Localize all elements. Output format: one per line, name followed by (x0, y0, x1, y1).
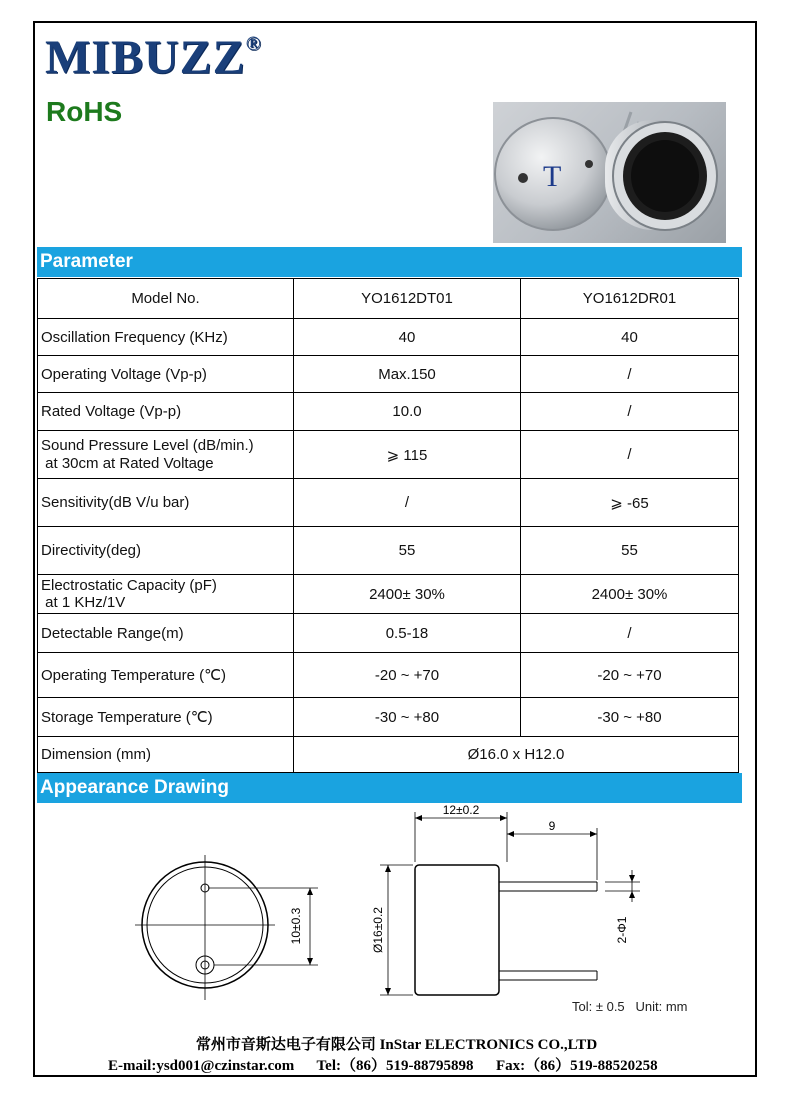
section-appearance: Appearance Drawing (37, 773, 742, 803)
table-row (38, 479, 739, 527)
row-value: 40 (294, 319, 521, 356)
row-label: Detectable Range(m) (38, 614, 294, 653)
section-parameter: Parameter (37, 247, 742, 277)
dim-lead: 9 (548, 819, 556, 833)
row-label-line2: at 30cm at Rated Voltage (41, 454, 214, 472)
row-value: / (521, 356, 739, 393)
row-value: 55 (294, 527, 521, 575)
row-value: ⩾ -65 (521, 479, 739, 527)
registered-mark: ® (245, 33, 262, 55)
table-row (38, 737, 739, 773)
table-row (38, 431, 739, 479)
product-photo (493, 102, 726, 243)
parameter-table (37, 278, 739, 773)
row-value: -30 ~ +80 (521, 698, 739, 737)
header-cell: Model No. (38, 279, 294, 319)
dimension-value: Ø16.0 x H12.0 (294, 737, 739, 773)
row-label-line2: at 1 KHz/1V (41, 594, 126, 611)
row-value: / (521, 431, 739, 479)
row-label: Storage Temperature (℃) (38, 698, 294, 737)
row-value: 2400± 30% (521, 575, 739, 614)
side-view (371, 803, 640, 995)
company-name: 常州市音斯达电子有限公司 InStar ELECTRONICS CO.,LTD (195, 1037, 598, 1053)
front-view (135, 855, 318, 1000)
dim-pin: 2-Φ1 (615, 916, 629, 944)
row-label: Operating Temperature (℃) (38, 653, 294, 698)
row-label: Dimension (mm) (38, 737, 294, 773)
row-label: Operating Voltage (Vp-p) (38, 356, 294, 393)
table-row (38, 393, 739, 431)
row-label: Rated Voltage (Vp-p) (38, 393, 294, 431)
table-row (38, 356, 739, 393)
table-row (38, 698, 739, 737)
header-cell: YO1612DR01 (521, 279, 739, 319)
row-label: Sensitivity(dB V/u bar) (38, 479, 294, 527)
row-label: Directivity(deg) (38, 527, 294, 575)
header-cell: YO1612DT01 (294, 279, 521, 319)
brand-logo (45, 30, 262, 85)
row-value: 55 (521, 527, 739, 575)
row-label: Oscillation Frequency (KHz) (38, 319, 294, 356)
row-value: / (521, 393, 739, 431)
row-label (38, 431, 294, 479)
dim-width: 12±0.2 (442, 803, 480, 817)
photo-letter: T (543, 160, 562, 193)
row-value: -30 ~ +80 (294, 698, 521, 737)
row-value: / (294, 479, 521, 527)
table-row (38, 527, 739, 575)
row-value: -20 ~ +70 (521, 653, 739, 698)
row-value: Max.150 (294, 356, 521, 393)
brand-name: MIBUZZ (45, 31, 246, 84)
row-value: 2400± 30% (294, 575, 521, 614)
dim-diameter: Ø16±0.2 (371, 907, 385, 953)
table-row (38, 614, 739, 653)
appearance-drawing (100, 800, 700, 1025)
row-value: 40 (521, 319, 739, 356)
table-row (38, 653, 739, 698)
row-label (38, 575, 294, 614)
dim-pitch: 10±0.3 (289, 907, 303, 945)
row-label-line1: Electrostatic Capacity (pF) (41, 577, 217, 594)
row-value: 0.5-18 (294, 614, 521, 653)
table-row (38, 575, 739, 614)
table-row (38, 319, 739, 356)
row-value: ⩾ 115 (294, 431, 521, 479)
row-value: / (521, 614, 739, 653)
rohs-label: RoHS (46, 96, 123, 127)
contact-info: E-mail:ysd001@czinstar.com Tel:（86）519-88795898 Fax:（86）519-88520258 (108, 1058, 658, 1074)
table-header-row (38, 279, 739, 319)
tolerance-note: Tol: ± 0.5 Unit: mm (572, 999, 688, 1014)
row-value: -20 ~ +70 (294, 653, 521, 698)
row-value: 10.0 (294, 393, 521, 431)
row-label-line1: Sound Pressure Level (dB/min.) (41, 436, 254, 454)
